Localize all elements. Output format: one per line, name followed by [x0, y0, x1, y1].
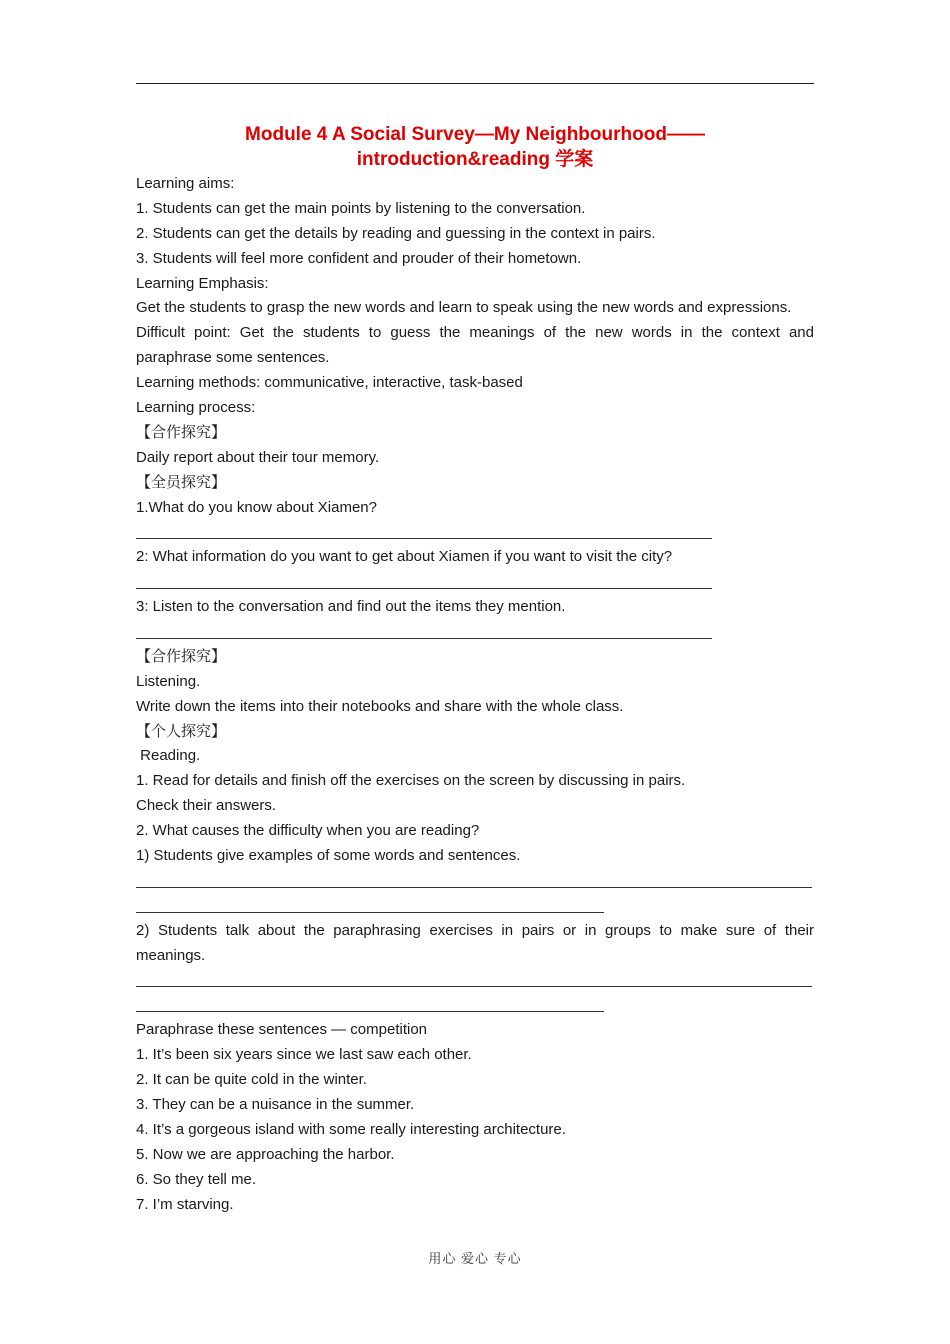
- difficult-point-line-1: Difficult point: Get the students to guess the meanings of the new words in the context and: [136, 324, 814, 342]
- section-individual: 【个人探究】: [136, 722, 227, 740]
- page-footer: 用心 爱心 专心: [428, 1251, 522, 1266]
- daily-report: Daily report about their tour memory.: [136, 448, 380, 466]
- sentence-2: 2. It can be quite cold in the winter.: [136, 1071, 367, 1089]
- answer-blank-q1[interactable]: [136, 520, 814, 545]
- title-line-2: introduction&reading 学案: [356, 149, 594, 170]
- reading-task-2-2-line-1: 2) Students talk about the paraphrasing exercises in pairs or in groups to make sure of their: [136, 921, 814, 939]
- question-2: 2: What information do you want to get about Xiamen if you want to visit the city?: [136, 548, 673, 566]
- write-down-instruction: Write down the items into their notebooks and share with the whole class.: [136, 697, 624, 715]
- emphasis-text: Get the students to grasp the new words and learn to speak using the new words and expressions.: [136, 299, 792, 317]
- reading-label: Reading.: [136, 747, 201, 765]
- answer-blank-q2[interactable]: [136, 570, 814, 595]
- title-line-1: Module 4 A Social Survey—My Neighbourhood——: [245, 124, 705, 145]
- section-cooperative-2: 【合作探究】: [136, 647, 227, 665]
- document-body: [136, 172, 814, 1217]
- answer-blank-2-1a[interactable]: [136, 869, 814, 894]
- document-title: [136, 122, 814, 172]
- reading-task-2-1: 1) Students give examples of some words and sentences.: [136, 847, 521, 865]
- sentence-4: 4. It’s a gorgeous island with some really interesting architecture.: [136, 1120, 566, 1138]
- header-rule: [136, 83, 814, 84]
- question-1: 1.What do you know about Xiamen?: [136, 498, 377, 516]
- sentence-5: 5. Now we are approaching the harbor.: [136, 1145, 395, 1163]
- reading-task-2-2-line-2: meanings.: [136, 946, 206, 964]
- answer-blank-2-1b[interactable]: [136, 894, 814, 919]
- sentence-7: 7. I’m starving.: [136, 1195, 234, 1213]
- sentence-1: 1. It’s been six years since we last saw each other.: [136, 1046, 472, 1064]
- reading-task-2: 2. What causes the difficulty when you are reading?: [136, 822, 480, 840]
- answer-blank-2-2a[interactable]: [136, 969, 814, 994]
- paraphrase-heading: Paraphrase these sentences — competition: [136, 1021, 427, 1039]
- learning-methods: Learning methods: communicative, interactive, task-based: [136, 374, 523, 392]
- answer-blank-2-2b[interactable]: [136, 993, 814, 1018]
- sentence-6: 6. So they tell me.: [136, 1170, 257, 1188]
- check-answers: Check their answers.: [136, 797, 277, 815]
- listening-label: Listening.: [136, 672, 201, 690]
- reading-task-1: 1. Read for details and finish off the exercises on the screen by discussing in pairs.: [136, 772, 686, 790]
- aim-1: 1. Students can get the main points by listening to the conversation.: [136, 199, 586, 217]
- learning-aims-heading: Learning aims:: [136, 175, 235, 192]
- answer-blank-q3[interactable]: [136, 620, 814, 645]
- difficult-point-line-2: paraphrase some sentences.: [136, 349, 330, 367]
- sentence-3: 3. They can be a nuisance in the summer.: [136, 1095, 415, 1113]
- question-3: 3: Listen to the conversation and find out the items they mention.: [136, 598, 566, 616]
- learning-process-heading: Learning process:: [136, 399, 256, 417]
- aim-2: 2. Students can get the details by reading and guessing in the context in pairs.: [136, 224, 656, 242]
- section-cooperative-1: 【合作探究】: [136, 423, 227, 441]
- section-all-members: 【全员探究】: [136, 473, 227, 491]
- emphasis-heading: Learning Emphasis:: [136, 274, 269, 292]
- aim-3: 3. Students will feel more confident and prouder of their hometown.: [136, 249, 582, 267]
